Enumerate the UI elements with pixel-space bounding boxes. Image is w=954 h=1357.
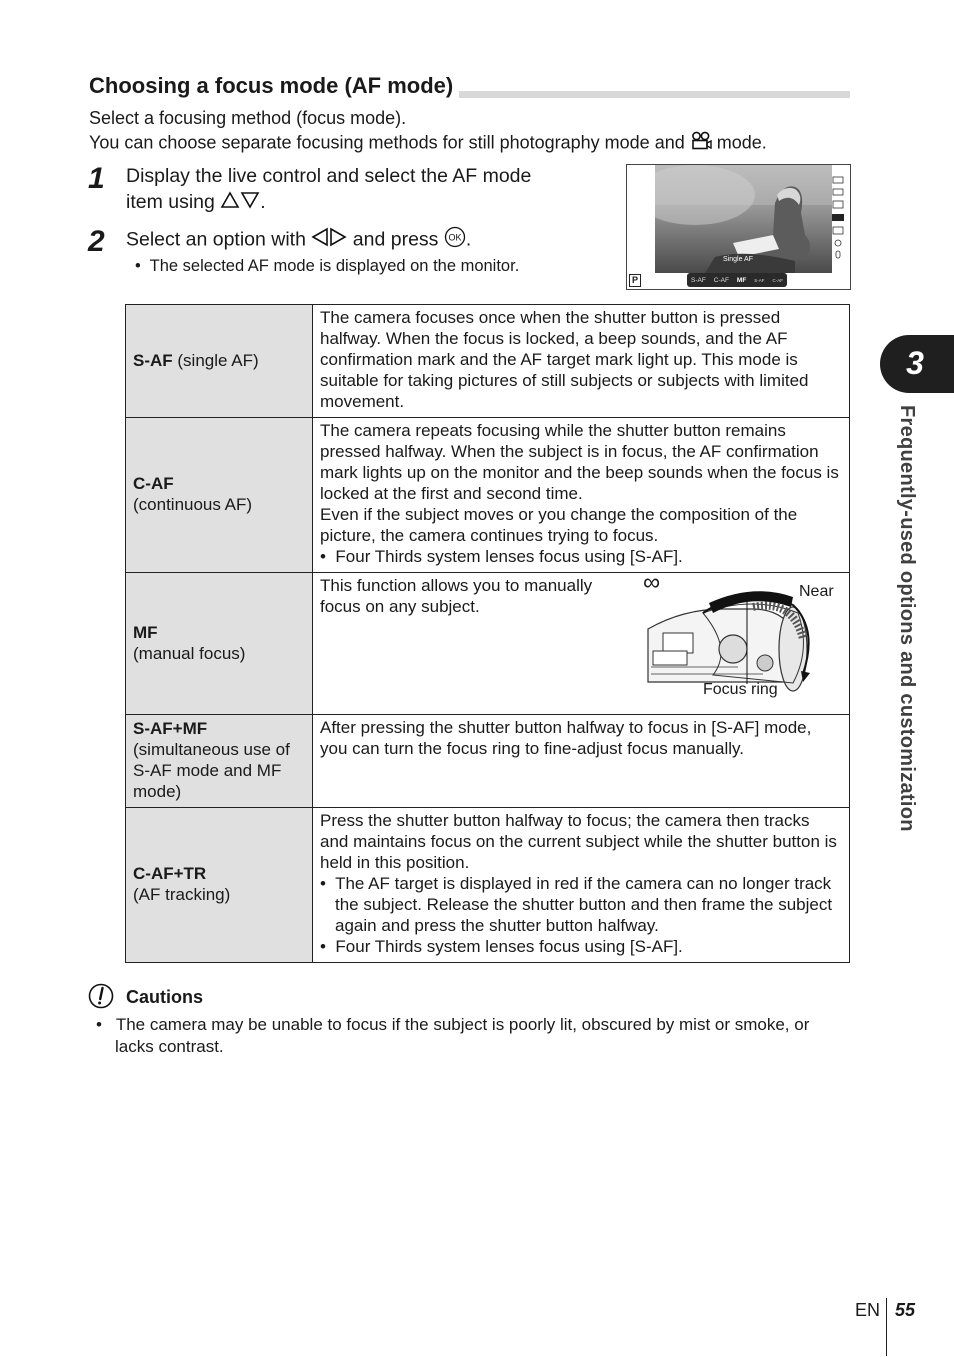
bullet-text: Four Thirds system lenses focus using [S-AF].	[335, 937, 683, 956]
intro-line-2-text: You can choose separate focusing methods for still photography mode and	[89, 132, 685, 153]
caution-text: The camera may be unable to focus if the subject is poorly lit, obscured by mist or smoke, or lacks contrast.	[115, 1015, 810, 1056]
right-arrow-icon	[329, 227, 347, 254]
svg-text:OK: OK	[448, 232, 462, 243]
description-text: This function allows you to manually focus on any subject.	[320, 576, 593, 616]
step-1-number: 1	[88, 162, 105, 195]
step-2-text	[126, 226, 471, 255]
footer-divider	[886, 1298, 887, 1356]
caution-bullet: • The camera may be unable to focus if the subject is poorly lit, obscured by mist or smoke, or lacks contrast.	[96, 1015, 810, 1056]
mode-description: (manual focus)	[133, 643, 246, 663]
mode-name: S-AF	[133, 350, 173, 370]
mode-description: (continuous AF)	[133, 495, 253, 514]
description-text: The camera repeats focusing while the shutter button remains pressed halfway. When the subject is in focus, the AF confirmation mark lights up on the monitor and the beep sounds when the focus is locked at the first and second time.	[320, 421, 839, 503]
step-2-note-text: The selected AF mode is displayed on the monitor.	[149, 257, 520, 275]
monitor-mode-badge: P	[629, 274, 641, 287]
table-row	[126, 418, 850, 573]
table-row	[126, 808, 850, 963]
description-bullet: • The AF target is displayed in red if the camera can no longer track the subject. Release the shutter button and then frame the subject again and press the shutter button halfway.	[320, 874, 833, 935]
intro-line-2	[89, 131, 767, 156]
mode-cell	[126, 305, 313, 418]
down-arrow-icon	[240, 190, 260, 216]
mode-cell	[126, 573, 313, 715]
chapter-tab	[880, 335, 954, 393]
section-heading	[89, 72, 850, 100]
monitor-option: C-AF	[713, 276, 729, 284]
monitor-screen-illustration	[626, 164, 851, 290]
step-2-text-mid: and press	[352, 228, 439, 251]
mode-cell	[126, 715, 313, 808]
monitor-label: Single AF	[723, 256, 753, 263]
cautions-heading: Cautions	[126, 987, 204, 1007]
page-number: 55	[895, 1300, 916, 1320]
focus-ring-figure	[643, 569, 843, 709]
description-cell	[313, 808, 850, 963]
note-bullet: •	[135, 257, 150, 275]
step-2-text-start: Select an option with	[126, 228, 306, 251]
caution-icon	[88, 983, 114, 1014]
mode-name: C-AF+TR	[133, 864, 207, 883]
step-2-number: 2	[88, 225, 105, 258]
step-1-period: .	[260, 191, 266, 213]
movie-icon	[690, 131, 712, 156]
bullet-text: Four Thirds system lenses focus using [S-AF].	[335, 547, 683, 566]
description-bullet: • Four Thirds system lenses focus using [S-AF].	[320, 547, 683, 566]
monitor-side-icons	[830, 171, 846, 267]
mode-description: (single AF)	[172, 350, 259, 370]
mode-description: (AF tracking)	[133, 885, 231, 904]
near-label: Near	[799, 583, 834, 600]
chapter-title: Frequently-used options and customization	[896, 405, 918, 832]
monitor-af-options	[687, 273, 787, 287]
step-2-period: .	[465, 228, 472, 251]
chapter-number: 3	[906, 345, 924, 381]
step-1-line-2-text: item using	[126, 191, 215, 213]
mode-name: C-AF	[133, 474, 174, 493]
infinity-label: ∞	[643, 569, 661, 596]
bullet-text: The AF target is displayed in red if the camera can no longer track the subject. Release the shutter button and then frame the subject again and press the shutter button halfway.	[335, 874, 833, 935]
mode-name: S-AF+MF	[133, 719, 208, 738]
description-bullet: • Four Thirds system lenses focus using [S-AF].	[320, 937, 683, 956]
intro-line-2-end: mode.	[716, 132, 767, 153]
step-1-line-2	[126, 189, 531, 216]
monitor-option: S-AF	[754, 277, 765, 283]
monitor-option: MF	[736, 276, 747, 284]
intro-line-1: Select a focusing method (focus mode).	[89, 108, 407, 128]
af-modes-table	[125, 304, 850, 963]
mode-cell	[126, 418, 313, 573]
table-row	[126, 573, 850, 715]
up-arrow-icon	[220, 190, 240, 216]
description-cell	[313, 418, 850, 573]
ok-button-icon	[444, 226, 466, 255]
step-2-note	[135, 256, 519, 276]
table-row	[126, 715, 850, 808]
monitor-option: S-AF	[690, 276, 706, 284]
mode-description: (simultaneous use of S-AF mode and MF mode)	[133, 740, 290, 801]
mode-name: MF	[133, 622, 158, 642]
description-text: Press the shutter button halfway to focus; the camera then tracks and maintains focus on the current subject while the shutter button is held in this position.	[320, 811, 837, 872]
description-cell	[313, 715, 850, 808]
footer-language: EN	[855, 1300, 881, 1320]
cautions-text	[96, 1014, 851, 1058]
focus-ring-label: Focus ring	[703, 681, 778, 698]
description-cell	[313, 305, 850, 418]
table-row	[126, 305, 850, 418]
page-title: Choosing a focus mode (AF mode)	[89, 72, 459, 100]
monitor-option: C-AF	[772, 277, 783, 283]
description-cell	[313, 569, 850, 715]
step-1-text	[126, 163, 531, 216]
mode-cell	[126, 808, 313, 963]
step-1-line-1: Display the live control and select the AF mode	[126, 165, 532, 187]
left-arrow-icon	[311, 227, 329, 254]
description-text: Even if the subject moves or you change the composition of the picture, the camera continues trying to focus.	[320, 505, 798, 545]
description-text: After pressing the shutter button halfway to focus in [S-AF] mode, you can turn the focus ring to fine-adjust focus manually.	[320, 718, 812, 758]
description-text: The camera focuses once when the shutter button is pressed halfway. When the focus is locked, a beep sounds, and the AF confirmation mark and the AF target mark light up. This mode is suitable for taking pictures of still subjects or subjects with limited movement.	[320, 308, 809, 411]
